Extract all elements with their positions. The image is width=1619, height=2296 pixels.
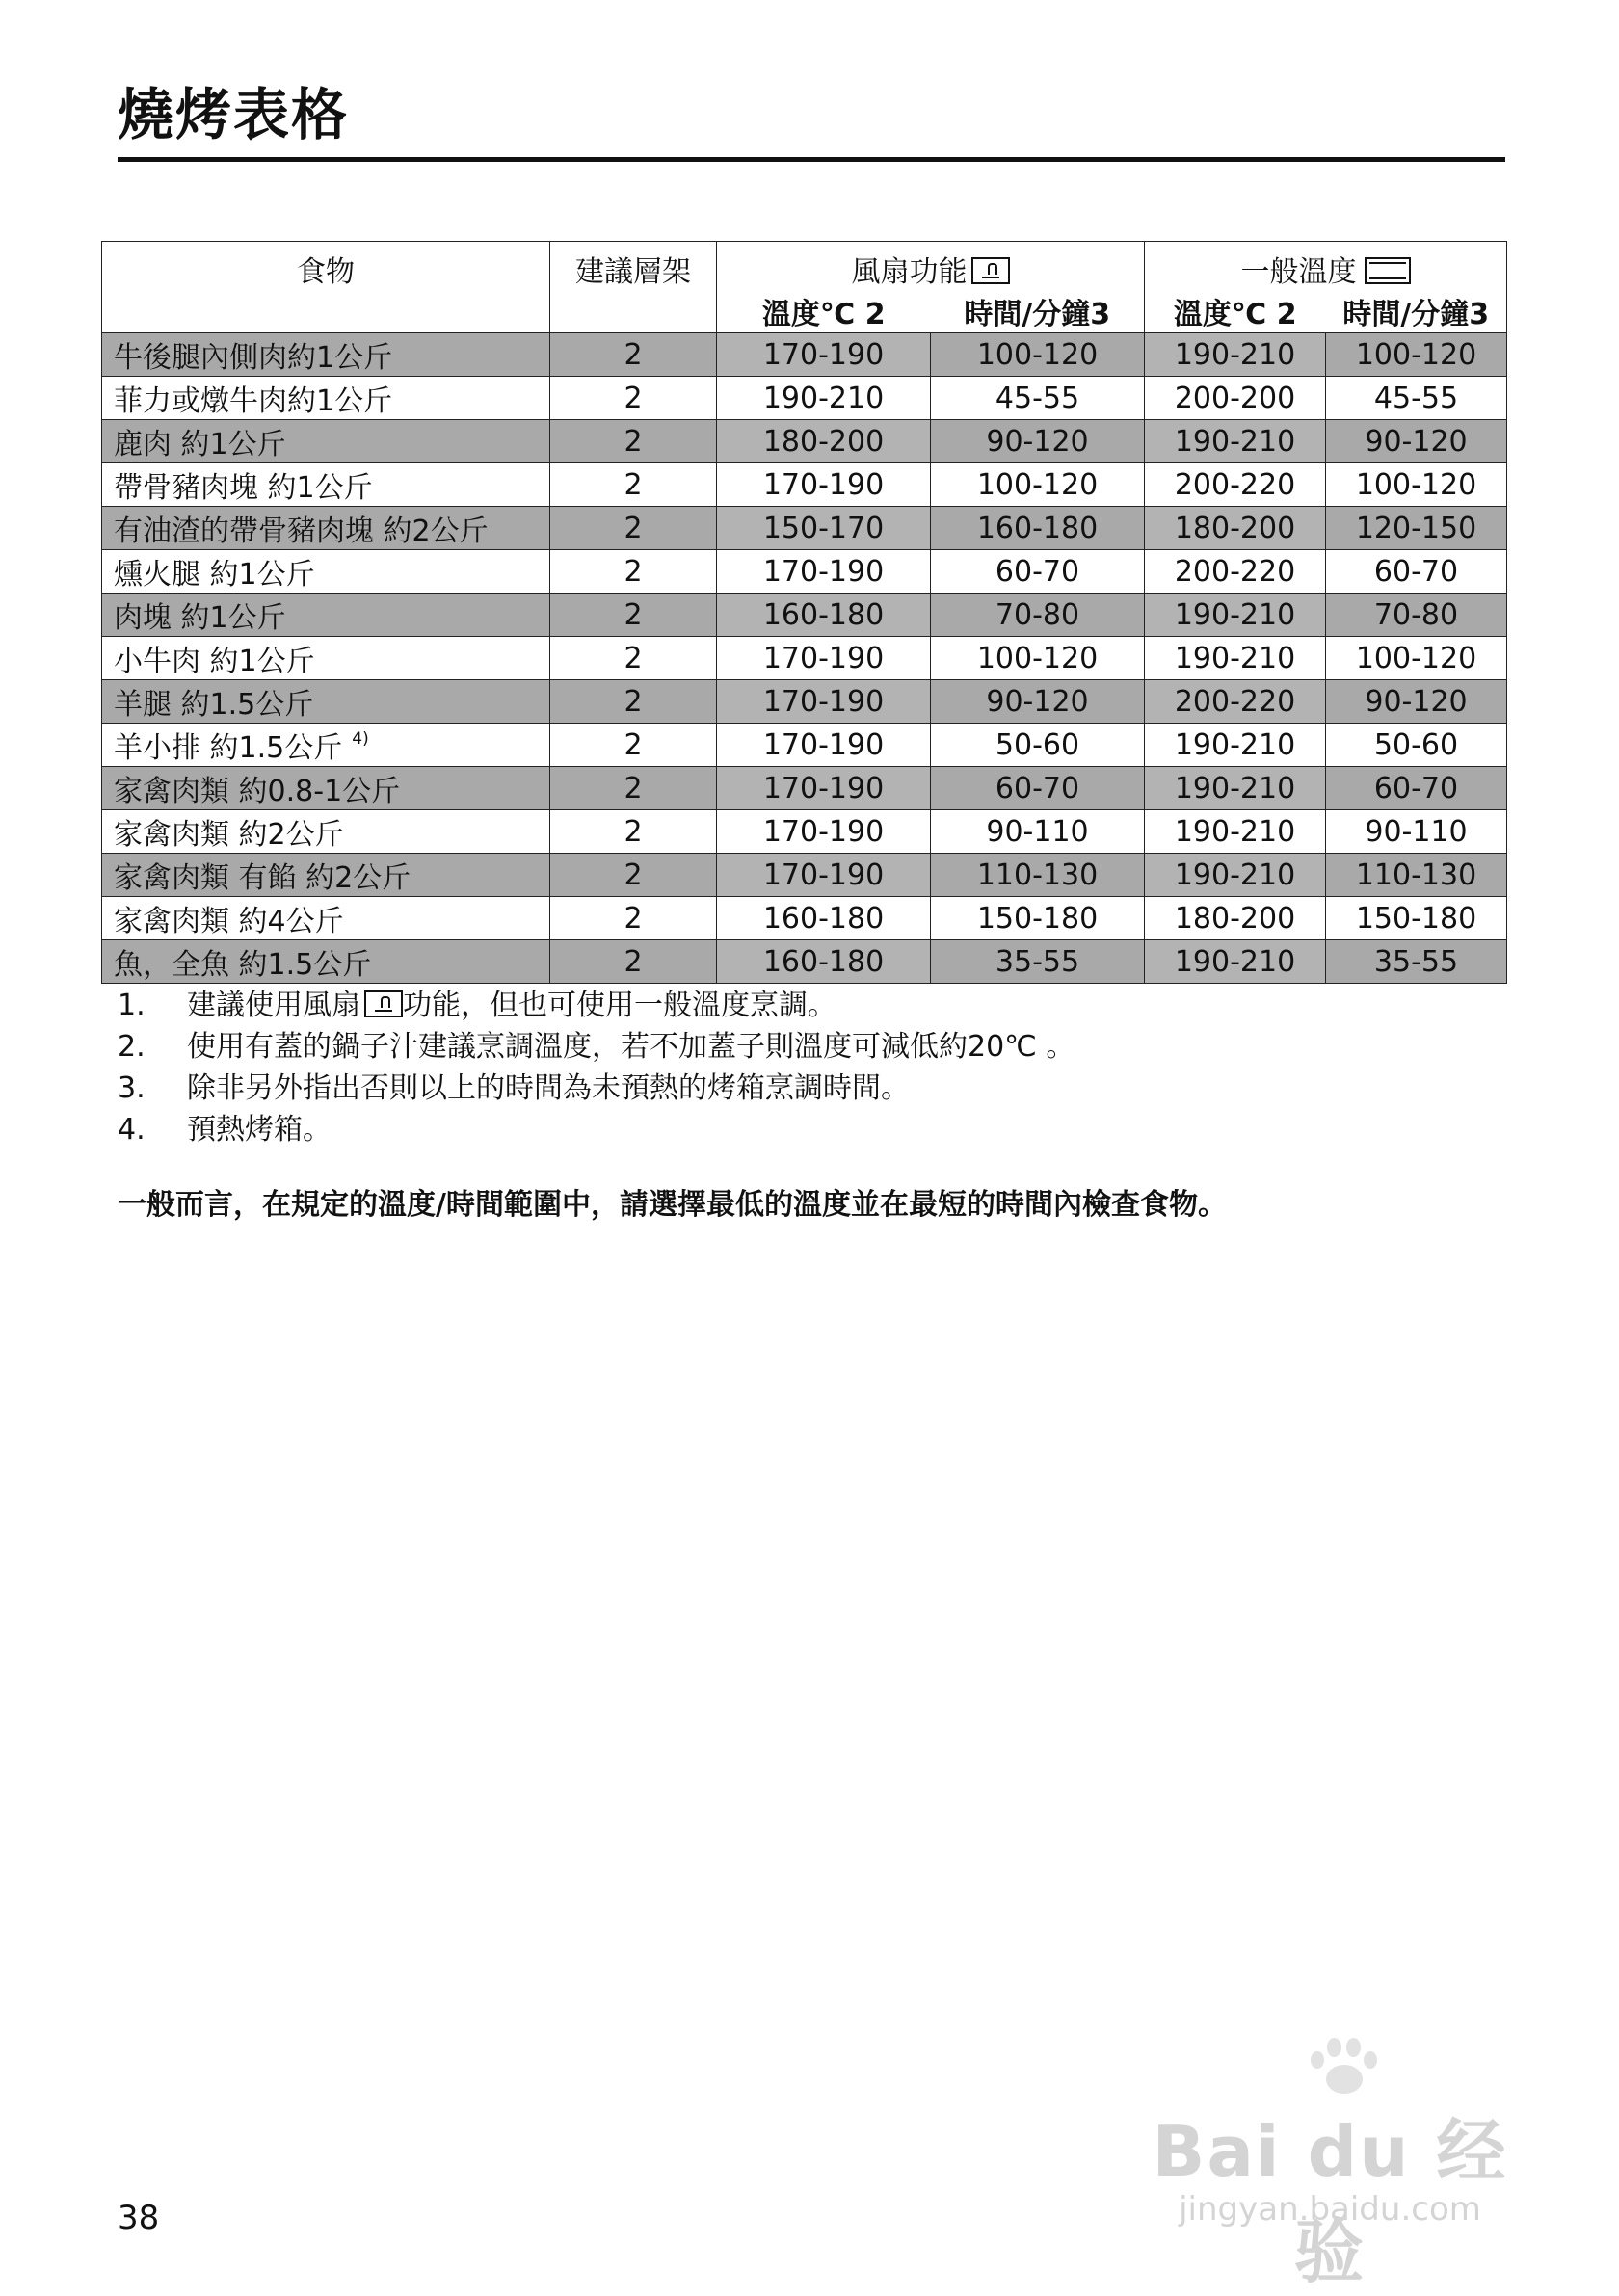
table-row xyxy=(102,854,1507,897)
cell-conv-temp xyxy=(1145,810,1326,854)
cell-fan-time-text: 110-130 xyxy=(976,858,1099,892)
roasting-table xyxy=(101,241,1507,984)
cell-food xyxy=(102,333,550,377)
cell-fan-temp-text: 190-210 xyxy=(762,381,885,415)
cell-fan-time-text: 45-55 xyxy=(995,381,1080,415)
cell-conv-time-text: 100-120 xyxy=(1355,467,1477,502)
cell-food-text: 家禽肉類 約0.8-1公斤 xyxy=(114,775,401,808)
cell-conv-temp-text: 190-210 xyxy=(1174,814,1296,849)
cell-food xyxy=(102,854,550,897)
cell-rack-text: 2 xyxy=(624,814,643,849)
cell-food-text: 菲力或燉牛肉約1公斤 xyxy=(114,384,393,418)
cell-fan-time xyxy=(931,333,1145,377)
cell-fan-temp-text: 160-180 xyxy=(762,944,885,979)
paw-icon xyxy=(1311,2038,1378,2096)
cell-rack-text: 2 xyxy=(624,858,643,892)
cell-food xyxy=(102,897,550,940)
cell-conv-temp xyxy=(1145,550,1326,594)
cell-conv-temp-text: 190-210 xyxy=(1174,424,1296,459)
cell-fan-temp-text: 170-190 xyxy=(762,337,885,372)
cell-conv-temp-text: 200-220 xyxy=(1174,684,1296,719)
cell-conv-temp xyxy=(1145,680,1326,724)
cell-conv-time xyxy=(1326,810,1507,854)
cell-conv-time-text: 90-120 xyxy=(1365,684,1468,719)
cell-conv-time-text: 150-180 xyxy=(1355,901,1477,936)
cell-fan-time-text: 150-180 xyxy=(976,901,1099,936)
cell-food xyxy=(102,767,550,810)
cell-conv-temp xyxy=(1145,854,1326,897)
cell-food-text: 魚，全魚 約1.5公斤 xyxy=(114,948,372,982)
cell-conv-temp xyxy=(1145,594,1326,637)
cell-food-text: 燻火腿 約1公斤 xyxy=(114,558,315,592)
cell-rack-text: 2 xyxy=(624,771,643,805)
cell-fan-temp xyxy=(717,637,931,680)
cell-conv-time-text: 90-120 xyxy=(1365,424,1468,459)
cell-rack-text: 2 xyxy=(624,597,643,632)
table-row xyxy=(102,680,1507,724)
cell-conv-temp-text: 190-210 xyxy=(1174,944,1296,979)
cell-fan-temp-text: 170-190 xyxy=(762,554,885,589)
cell-conv-temp xyxy=(1145,940,1326,984)
cell-conv-time xyxy=(1326,377,1507,420)
cell-food xyxy=(102,724,550,767)
cell-conv-temp xyxy=(1145,767,1326,810)
cell-fan-time-text: 160-180 xyxy=(976,511,1099,545)
header-rack-label: 建議層架 xyxy=(575,255,691,289)
cell-rack-text: 2 xyxy=(624,944,643,979)
footnote-number: 3. xyxy=(118,1071,146,1105)
cell-conv-temp-text: 190-210 xyxy=(1174,858,1296,892)
footnote-text: 預熱烤箱。 xyxy=(187,1113,332,1147)
cell-fan-temp-text: 160-180 xyxy=(762,597,885,632)
cell-conv-temp-text: 200-220 xyxy=(1174,467,1296,502)
footnote-number: 2. xyxy=(118,1030,146,1064)
cell-conv-time xyxy=(1326,507,1507,550)
cell-food-text: 帶骨豬肉塊 約1公斤 xyxy=(114,471,373,505)
cell-fan-temp xyxy=(717,550,931,594)
cell-rack xyxy=(550,463,717,507)
footnote-1 xyxy=(118,985,1075,1026)
fan-function-icon xyxy=(364,990,403,1017)
cell-rack xyxy=(550,940,717,984)
cell-conv-time xyxy=(1326,550,1507,594)
cell-conv-temp-text: 190-210 xyxy=(1174,727,1296,762)
header-conv-temp: 溫度℃ 2 xyxy=(1145,290,1326,333)
cell-conv-time-text: 70-80 xyxy=(1373,597,1459,632)
cell-fan-temp-text: 170-190 xyxy=(762,814,885,849)
cell-rack-text: 2 xyxy=(624,467,643,502)
cell-conv-temp-text: 190-210 xyxy=(1174,337,1296,372)
cell-conv-time-text: 100-120 xyxy=(1355,337,1477,372)
cell-fan-time xyxy=(931,940,1145,984)
cell-food xyxy=(102,377,550,420)
cell-food-text: 家禽肉類 有餡 約2公斤 xyxy=(114,861,411,895)
cell-fan-time-text: 90-120 xyxy=(986,684,1089,719)
cell-fan-time-text: 90-110 xyxy=(986,814,1089,849)
cell-fan-time-text: 100-120 xyxy=(976,337,1099,372)
cell-fan-temp xyxy=(717,854,931,897)
cell-fan-temp xyxy=(717,680,931,724)
title-divider xyxy=(118,157,1505,162)
cell-fan-temp xyxy=(717,810,931,854)
cell-food xyxy=(102,594,550,637)
cell-rack-text: 2 xyxy=(624,424,643,459)
table-row xyxy=(102,507,1507,550)
table-row xyxy=(102,594,1507,637)
conventional-heat-icon xyxy=(1365,257,1411,284)
cell-fan-time-text: 60-70 xyxy=(995,771,1080,805)
cell-food-text: 羊小排 約1.5公斤 xyxy=(114,731,343,765)
table-row xyxy=(102,637,1507,680)
cell-food-text: 家禽肉類 約2公斤 xyxy=(114,818,344,852)
cell-fan-temp xyxy=(717,377,931,420)
footnote-4 xyxy=(118,1109,1075,1150)
cell-conv-time-text: 90-110 xyxy=(1365,814,1468,849)
cell-food xyxy=(102,420,550,463)
header-food: 食物 xyxy=(102,242,550,333)
cell-conv-time-text: 60-70 xyxy=(1373,554,1459,589)
cell-fan-time-text: 90-120 xyxy=(986,424,1089,459)
cell-rack xyxy=(550,810,717,854)
cell-fan-time-text: 35-55 xyxy=(995,944,1080,979)
cell-fan-temp xyxy=(717,333,931,377)
cell-food-text: 有油渣的帶骨豬肉塊 約2公斤 xyxy=(114,515,489,548)
cell-conv-time-text: 35-55 xyxy=(1373,944,1459,979)
cell-fan-temp xyxy=(717,594,931,637)
footnote-3 xyxy=(118,1068,1075,1109)
cell-conv-time-text: 100-120 xyxy=(1355,641,1477,675)
cell-conv-temp xyxy=(1145,333,1326,377)
cell-conv-temp-text: 180-200 xyxy=(1174,901,1296,936)
cell-fan-temp xyxy=(717,897,931,940)
cell-rack xyxy=(550,637,717,680)
cell-rack xyxy=(550,420,717,463)
header-fan-time: 時間/分鐘3 xyxy=(931,290,1145,333)
baidu-watermark xyxy=(1147,2076,1513,2292)
cell-fan-temp-text: 170-190 xyxy=(762,771,885,805)
cell-fan-time-text: 60-70 xyxy=(995,554,1080,589)
cell-fan-time xyxy=(931,810,1145,854)
cell-rack xyxy=(550,897,717,940)
cell-conv-time xyxy=(1326,594,1507,637)
cell-conv-time-text: 50-60 xyxy=(1373,727,1459,762)
cell-rack xyxy=(550,724,717,767)
table-row xyxy=(102,420,1507,463)
watermark-url: jingyan.baidu.com xyxy=(1179,2190,1481,2229)
cell-fan-time-text: 100-120 xyxy=(976,467,1099,502)
cell-rack-text: 2 xyxy=(624,554,643,589)
table-row xyxy=(102,463,1507,507)
cell-conv-temp xyxy=(1145,724,1326,767)
cell-rack xyxy=(550,377,717,420)
cell-fan-time-text: 50-60 xyxy=(995,727,1080,762)
cell-conv-time xyxy=(1326,724,1507,767)
cell-fan-temp-text: 170-190 xyxy=(762,858,885,892)
cell-fan-temp-text: 170-190 xyxy=(762,467,885,502)
cell-fan-time xyxy=(931,377,1145,420)
table-body xyxy=(102,333,1507,984)
cell-rack xyxy=(550,854,717,897)
cell-conv-time-text: 45-55 xyxy=(1373,381,1459,415)
header-conventional-group xyxy=(1145,242,1507,291)
cell-conv-time xyxy=(1326,333,1507,377)
page-number: 38 xyxy=(118,2199,160,2237)
cell-food-text: 肉塊 約1公斤 xyxy=(114,601,286,635)
footnotes xyxy=(118,985,1075,1150)
footnote-text: 使用有蓋的鍋子汁建議烹調溫度，若不加蓋子則溫度可減低約20℃ 。 xyxy=(187,1030,1075,1064)
cell-food xyxy=(102,550,550,594)
header-fan-label: 風扇功能 xyxy=(851,255,968,289)
cell-conv-temp-text: 190-210 xyxy=(1174,771,1296,805)
cell-food xyxy=(102,507,550,550)
cell-conv-time xyxy=(1326,680,1507,724)
cell-rack xyxy=(550,333,717,377)
cell-conv-temp xyxy=(1145,420,1326,463)
cell-fan-temp-text: 170-190 xyxy=(762,684,885,719)
cell-fan-time xyxy=(931,550,1145,594)
cell-conv-time xyxy=(1326,940,1507,984)
cell-rack xyxy=(550,594,717,637)
cell-conv-temp xyxy=(1145,377,1326,420)
cell-conv-temp xyxy=(1145,463,1326,507)
cell-fan-temp-text: 170-190 xyxy=(762,727,885,762)
cell-food xyxy=(102,463,550,507)
cell-fan-time-text: 70-80 xyxy=(995,597,1080,632)
cell-fan-time xyxy=(931,420,1145,463)
header-conv-time: 時間/分鐘3 xyxy=(1326,290,1507,333)
cell-food-text: 羊腿 約1.5公斤 xyxy=(114,688,314,722)
cell-rack-text: 2 xyxy=(624,684,643,719)
cell-fan-time xyxy=(931,897,1145,940)
cell-conv-time-text: 120-150 xyxy=(1355,511,1477,545)
cell-food xyxy=(102,810,550,854)
table-row xyxy=(102,724,1507,767)
cell-rack xyxy=(550,680,717,724)
table-row xyxy=(102,940,1507,984)
watermark-logo: Bai du 经验 xyxy=(1152,2111,1508,2292)
cell-conv-time xyxy=(1326,637,1507,680)
cell-conv-time xyxy=(1326,854,1507,897)
footnote-ref: 4) xyxy=(352,729,369,749)
cell-conv-temp-text: 190-210 xyxy=(1174,597,1296,632)
cell-food-text: 鹿肉 約1公斤 xyxy=(114,428,286,462)
cell-fan-temp-text: 160-180 xyxy=(762,901,885,936)
cell-fan-temp xyxy=(717,420,931,463)
cell-fan-temp xyxy=(717,507,931,550)
table-row xyxy=(102,897,1507,940)
footnote-number: 1. xyxy=(118,989,146,1022)
cell-conv-temp-text: 200-200 xyxy=(1174,381,1296,415)
cell-rack-text: 2 xyxy=(624,901,643,936)
cell-rack-text: 2 xyxy=(624,641,643,675)
cell-conv-time-text: 60-70 xyxy=(1373,771,1459,805)
fan-function-icon xyxy=(971,257,1010,284)
page-title: 燒烤表格 xyxy=(118,82,350,147)
cell-fan-time xyxy=(931,637,1145,680)
cell-fan-time xyxy=(931,507,1145,550)
cell-food-text: 牛後腿內側肉約1公斤 xyxy=(114,341,393,375)
cell-fan-temp-text: 180-200 xyxy=(762,424,885,459)
cell-conv-temp xyxy=(1145,637,1326,680)
cell-fan-time xyxy=(931,724,1145,767)
footnote-text: 除非另外指出否則以上的時間為未預熱的烤箱烹調時間。 xyxy=(187,1071,910,1105)
cell-fan-temp xyxy=(717,767,931,810)
table-row xyxy=(102,810,1507,854)
table-row xyxy=(102,550,1507,594)
cell-rack-text: 2 xyxy=(624,727,643,762)
footnote-text-after: 功能，但也可使用一般溫度烹調。 xyxy=(403,989,836,1022)
cell-conv-time xyxy=(1326,463,1507,507)
table-header-row xyxy=(102,242,1507,291)
cell-conv-time xyxy=(1326,420,1507,463)
cell-conv-temp-text: 200-220 xyxy=(1174,554,1296,589)
cell-fan-temp-text: 170-190 xyxy=(762,641,885,675)
cell-rack xyxy=(550,767,717,810)
cell-fan-time-text: 100-120 xyxy=(976,641,1099,675)
cell-food xyxy=(102,680,550,724)
cell-food xyxy=(102,637,550,680)
cell-conv-temp-text: 190-210 xyxy=(1174,641,1296,675)
cell-fan-temp-text: 150-170 xyxy=(762,511,885,545)
cell-fan-temp xyxy=(717,463,931,507)
footnote-2 xyxy=(118,1026,1075,1068)
cell-rack xyxy=(550,550,717,594)
cell-conv-time xyxy=(1326,897,1507,940)
summary-text: 一般而言，在規定的溫度/時間範圍中，請選擇最低的溫度並在最短的時間內檢查食物。 xyxy=(118,1188,1227,1222)
cell-food-text: 小牛肉 約1公斤 xyxy=(114,645,315,678)
header-fan-temp: 溫度℃ 2 xyxy=(717,290,931,333)
cell-food xyxy=(102,940,550,984)
cell-fan-time xyxy=(931,767,1145,810)
cell-rack-text: 2 xyxy=(624,511,643,545)
footnote-number: 4. xyxy=(118,1113,146,1147)
cell-conv-temp-text: 180-200 xyxy=(1174,511,1296,545)
cell-fan-time xyxy=(931,854,1145,897)
cell-conv-temp xyxy=(1145,507,1326,550)
table-row xyxy=(102,377,1507,420)
cell-rack xyxy=(550,507,717,550)
cell-fan-time xyxy=(931,680,1145,724)
cell-fan-temp xyxy=(717,940,931,984)
header-rack xyxy=(550,242,717,333)
cell-conv-time xyxy=(1326,767,1507,810)
cell-rack-text: 2 xyxy=(624,381,643,415)
cell-food-text: 家禽肉類 約4公斤 xyxy=(114,905,344,938)
header-conventional-label: 一般溫度 xyxy=(1240,255,1357,289)
cell-fan-temp xyxy=(717,724,931,767)
header-fan-group xyxy=(717,242,1145,291)
table-row xyxy=(102,767,1507,810)
cell-conv-temp xyxy=(1145,897,1326,940)
table-row xyxy=(102,333,1507,377)
cell-rack-text: 2 xyxy=(624,337,643,372)
cell-fan-time xyxy=(931,594,1145,637)
cell-conv-time-text: 110-130 xyxy=(1355,858,1477,892)
cell-fan-time xyxy=(931,463,1145,507)
footnote-text-before: 建議使用風扇 xyxy=(187,989,360,1022)
